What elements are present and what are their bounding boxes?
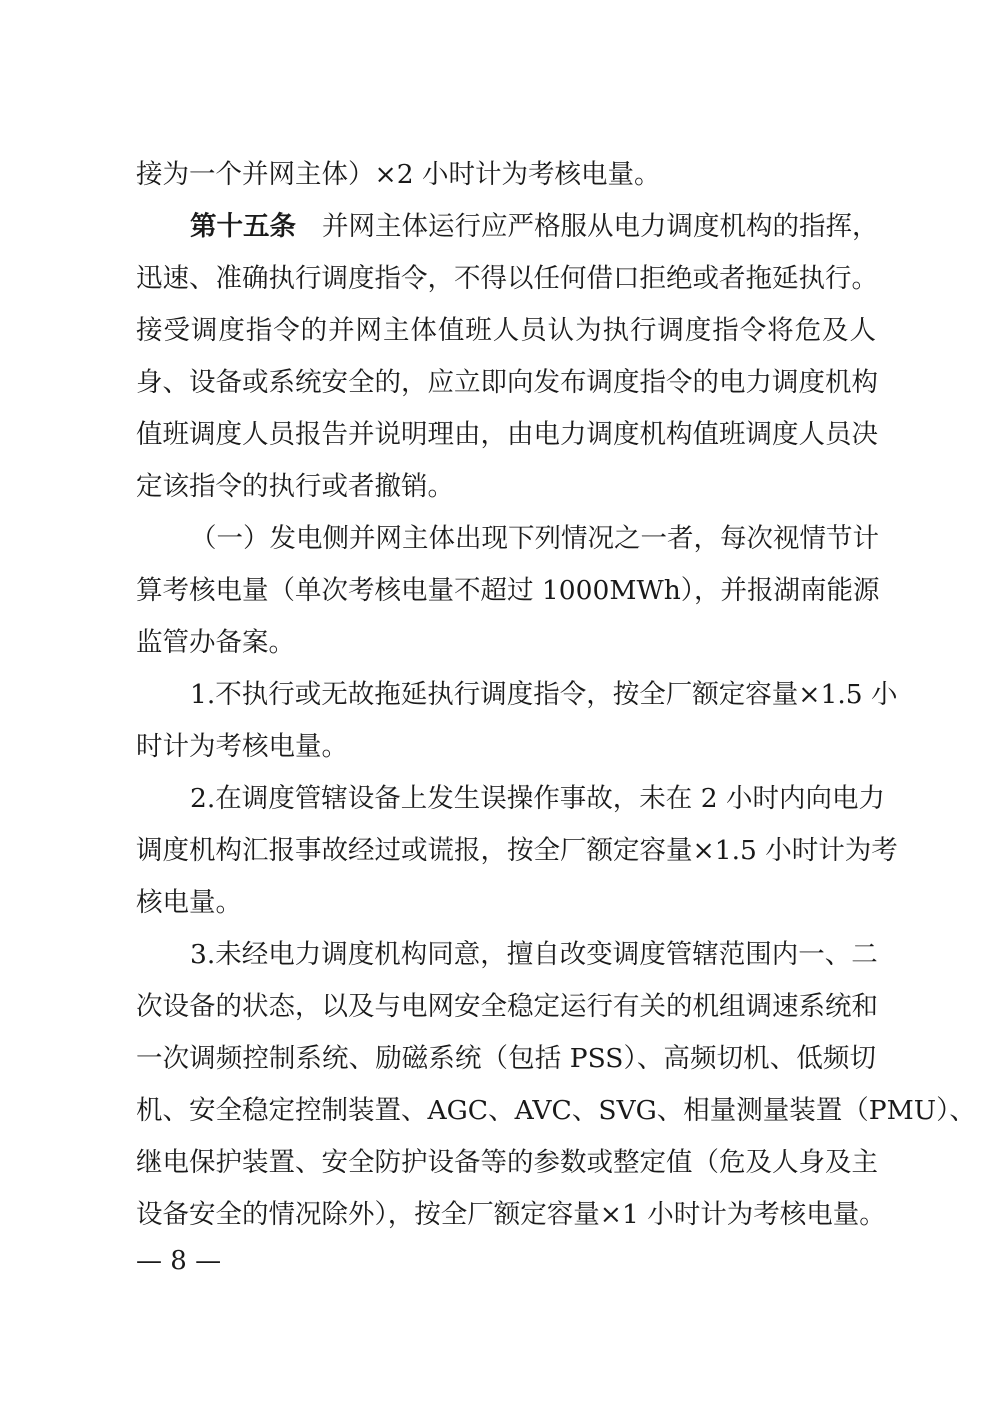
text-line: 设备安全的情况除外），按全厂额定容量×1 小时计为考核电量。 (136, 1199, 886, 1230)
text-line: 并网主体运行应严格服从电力调度机构的指挥， (322, 211, 879, 242)
text-line: 1.不执行或无故拖延执行调度指令，按全厂额定容量×1.5 小 (190, 679, 898, 710)
text-line: 次设备的状态，以及与电网安全稳定运行有关的机组调速系统和 (136, 991, 878, 1022)
text-line: 3.未经电力调度机构同意，擅自改变调度管辖范围内一、二 (190, 939, 878, 970)
text-line: 接为一个并网主体）×2 小时计为考核电量。 (136, 159, 661, 190)
text-line: 调度机构汇报事故经过或谎报，按全厂额定容量×1.5 小时计为考 (136, 835, 898, 866)
text-line: 监管办备案。 (136, 627, 295, 658)
text-line: 接受调度指令的并网主体值班人员认为执行调度指令将危及人 (136, 315, 876, 346)
text-line: 继电保护装置、安全防护设备等的参数或整定值（危及人身及主 (136, 1147, 878, 1178)
text-line: 机、安全稳定控制装置、AGC、AVC、SVG、相量测量装置（PMU）、 (136, 1095, 976, 1126)
text-line: 值班调度人员报告并说明理由，由电力调度机构值班调度人员决 (136, 419, 878, 450)
text-line: 定该指令的执行或者撤销。 (136, 471, 454, 502)
article-line (190, 207, 879, 247)
text-line: 核电量。 (136, 887, 242, 918)
text-line: 身、设备或系统安全的，应立即向发布调度指令的电力调度机构 (136, 367, 878, 398)
text-line: （一）发电侧并网主体出现下列情况之一者，每次视情节计 (190, 523, 879, 554)
text-line: 迅速、准确执行调度指令，不得以任何借口拒绝或者拖延执行。 (136, 263, 878, 294)
text-line: 时计为考核电量。 (136, 731, 348, 762)
text-line: 一次调频控制系统、励磁系统（包括 PSS）、高频切机、低频切 (136, 1043, 876, 1074)
article-heading: 第十五条 (190, 211, 296, 242)
text-line: 2.在调度管辖设备上发生误操作事故，未在 2 小时内向电力 (190, 783, 885, 814)
page-number: — 8 — (136, 1246, 222, 1276)
text-line: 算考核电量（单次考核电量不超过 1000MWh），并报湖南能源 (136, 575, 880, 606)
